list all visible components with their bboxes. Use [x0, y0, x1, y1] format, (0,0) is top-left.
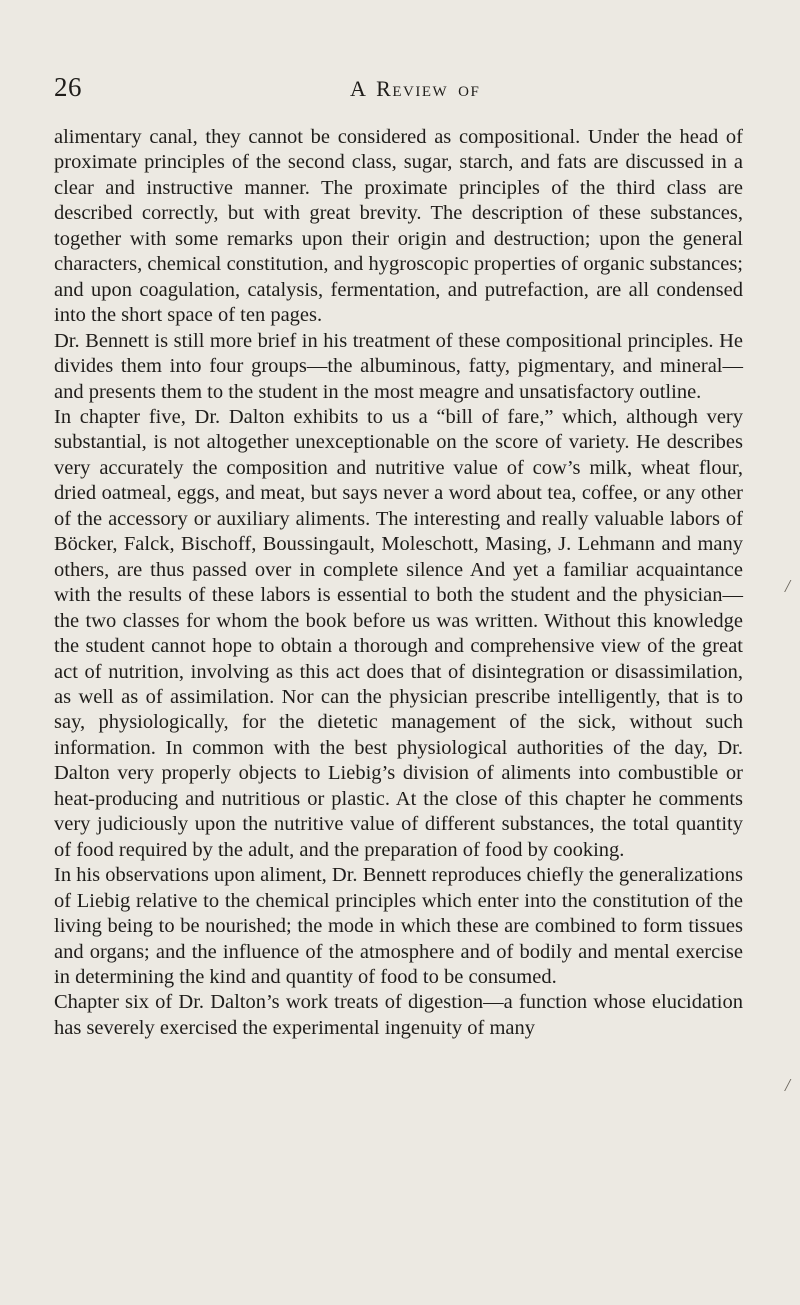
paragraph: In chapter five, Dr. Dalton exhibits to us a “bill of fare,” which, although very substantial, is not altogether unexceptionable on the score of variety. He describes very accurately the composition and nutritive value of cow’s milk, wheat flour, dried oatmeal, eggs, and meat, but says never a word about tea, coffee, or any other of the accessory or auxiliary aliments. The interesting and really valuable labors of Böcker, Falck, Bischoff, Boussingault, Moleschott, Masing, J. Lehmann and many others, are thus passed over in complete silence And yet a familiar acquaintance with the results of these labors is essential to both the student and the physician—the two classes for whom the book before us was written. Without this knowledge the student cannot hope to obtain a thorough and comprehensive view of the great act of nutrition, involving as this act does that of disintegration or disassimilation, as well as of assimilation. Nor can the physician prescribe intelligently, that is to say, physiologically, for the dietetic management of the sick, without such information. In common with the best physiological authorities of the day, Dr. Dalton very properly objects to Liebig’s division of aliments into combustible or heat-producing and nutritious or plastic. At the close of this chapter he comments very judiciously upon the nutritive value of different substances, the total quantity of food required by the adult, and the preparation of food by cooking. — [54, 405, 743, 861]
paragraph: Dr. Bennett is still more brief in his treatment of these compositional principles. He divides them into four groups—the albuminous, fatty, pigmentary, and mineral—and presents them to the student in the most meagre and unsatisfactory outline. — [54, 329, 743, 403]
running-head: A Review of — [350, 76, 481, 101]
margin-mark: / — [785, 1075, 791, 1095]
page-number: 26 — [54, 72, 82, 102]
paragraph: In his observations upon aliment, Dr. Bennett reproduces chiefly the generalizations of Liebig relative to the chemical principles which enter into the constitution of the living being to be nourished; the mode in which these are combined to form tissues and organs; and the influence of the atmosphere and of bodily and mental exercise in determining the kind and quantity of food to be consumed. — [54, 864, 743, 988]
page-header — [54, 72, 754, 112]
body-text — [54, 125, 743, 1041]
margin-mark: / — [785, 576, 791, 596]
paragraph: Chapter six of Dr. Dalton’s work treats of digestion—a function whose elucidation has severely exercised the experimental ingenuity of many — [54, 991, 743, 1039]
paragraph: alimentary canal, they cannot be considered as compositional. Under the head of proximate principles of the second class, sugar, starch, and fats are discussed in a clear and instructive manner. The proximate principles of the third class are described correctly, but with great brevity. The description of these substances, together with some remarks upon their origin and destruction; upon the general characters, chemical constitution, and hygroscopic properties of organic substances; and upon coagulation, catalysis, fermentation, and putrefaction, are all condensed into the short space of ten pages. — [54, 126, 743, 327]
